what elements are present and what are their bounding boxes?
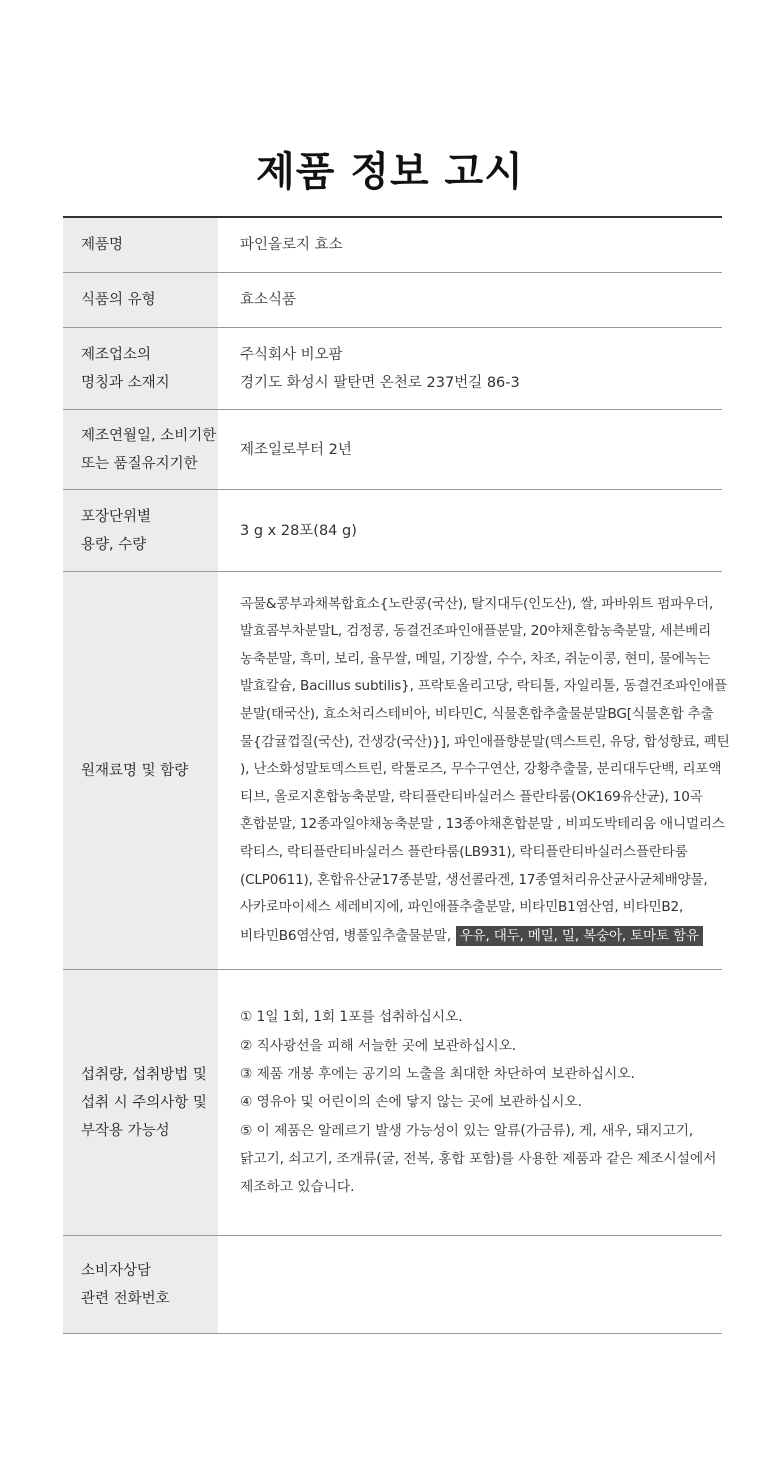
value-line: ① 1일 1회, 1회 1포를 섭취하십시오. xyxy=(240,1009,463,1026)
label-line: 원재료명 및 함량 xyxy=(81,762,189,779)
value-line: 제조일로부터 2년 xyxy=(240,441,352,458)
label-line: 식품의 유형 xyxy=(81,292,156,308)
row-label xyxy=(63,328,218,409)
value-line: 혼합분말, 12종과일야채농축분말 , 13종야채혼합분말 , 비피도박테리움 애니멀리스 xyxy=(240,816,725,833)
row-product-name xyxy=(63,218,722,273)
row-label xyxy=(63,1236,218,1333)
label-line: 부작용 가능성 xyxy=(81,1122,170,1139)
label-line: 또는 품질유지기한 xyxy=(81,455,198,472)
value-line: 발효칼슘, Bacillus subtilis}, 프락토올리고당, 락티톨, 자일리톨, 동결건조파인애플 xyxy=(240,678,728,695)
row-consumer-contact xyxy=(63,1236,722,1334)
value-line: 경기도 화성시 팔탄면 온천로 237번길 86-3 xyxy=(240,374,520,391)
row-label xyxy=(63,572,218,969)
row-value xyxy=(218,410,722,489)
row-value xyxy=(218,572,738,969)
row-label xyxy=(63,410,218,489)
value-line: 발효콤부차분말L, 검정콩, 동결건조파인애플분말, 20야채혼합농축분말, 세븐베리 xyxy=(240,623,712,640)
row-value xyxy=(218,273,722,327)
label-line: 섭취 시 주의사항 및 xyxy=(81,1094,207,1111)
value-line: 파인올로지 효소 xyxy=(240,237,343,253)
label-line: 용량, 수량 xyxy=(81,536,147,553)
value-line: 3 g x 28포(84 g) xyxy=(240,522,357,539)
value-line: ), 난소화성말토덱스트린, 락툴로즈, 무수구연산, 강황추출물, 분리대두단백, 리포액 xyxy=(240,761,722,778)
row-value xyxy=(218,490,722,571)
value-line: 제조하고 있습니다. xyxy=(240,1179,355,1196)
row-label xyxy=(63,490,218,571)
value-line: ② 직사광선을 피해 서늘한 곳에 보관하십시오. xyxy=(240,1037,517,1054)
row-label xyxy=(63,218,218,272)
value-line: 농축분말, 흑미, 보리, 율무쌀, 메밀, 기장쌀, 수수, 차조, 쥐눈이콩, 현미, 물에녹는 xyxy=(240,650,711,667)
value-line: 곡물&콩부과채복합효소{노란콩(국산), 탈지대두(인도산), 쌀, 파바위트 펌파우더, xyxy=(240,595,714,612)
label-line: 명칭과 소재지 xyxy=(81,374,170,391)
value-line: 물{감귤껍질(국산), 건생강(국산)}], 파인애플향분말(덱스트린, 유당, 합성향료, 펙틴 xyxy=(240,733,730,750)
row-ingredients xyxy=(63,572,730,970)
row-value xyxy=(218,328,722,409)
label-line: 관련 전화번호 xyxy=(81,1290,170,1307)
value-line: ⑤ 이 제품은 알레르기 발생 가능성이 있는 알류(가금류), 게, 새우, 돼지고기, xyxy=(240,1122,694,1139)
row-intake xyxy=(63,970,722,1236)
value-line: 닭고기, 쇠고기, 조개류(굴, 전복, 홍합 포함)를 사용한 제품과 같은 제조시설에서 xyxy=(240,1150,717,1167)
row-value xyxy=(218,970,724,1235)
value-line: 주식회사 비오팜 xyxy=(240,346,343,363)
value-line: (CLP0611), 혼합유산균17종분말, 생선콜라겐, 17종열처리유산균사균체배양물, xyxy=(240,871,708,888)
product-info-table xyxy=(63,216,730,1334)
row-expiry xyxy=(63,410,722,490)
row-package xyxy=(63,490,722,572)
page-title: 제품 정보 고시 xyxy=(256,149,524,195)
label-line: 섭취량, 섭취방법 및 xyxy=(81,1066,207,1083)
value-line: 티브, 올로지혼합농축분말, 락티플란티바실러스 플란타룸(OK169유산균), 10곡 xyxy=(240,788,703,805)
value-line: 사카로마이세스 세레비지에, 파인애플추출분말, 비타민B1염산염, 비타민B2, xyxy=(240,899,684,916)
allergen-highlight: 우유, 대두, 메밀, 밀, 복숭아, 토마토 함유 xyxy=(456,926,703,946)
row-food-type xyxy=(63,273,722,328)
row-label xyxy=(63,273,218,327)
label-line: 소비자상담 xyxy=(81,1262,152,1279)
value-line: ④ 영유아 및 어린이의 손에 닿지 않는 곳에 보관하십시오. xyxy=(240,1094,582,1111)
value-line-text: 비타민B6염산염, 병풀잎추출물분말, xyxy=(240,927,451,944)
value-line: 효소식품 xyxy=(240,292,297,308)
label-line: 제조업소의 xyxy=(81,346,152,363)
label-line: 포장단위별 xyxy=(81,508,152,525)
row-label xyxy=(63,970,218,1235)
value-line: 락티스, 락티플란티바실러스 플란타룸(LB931), 락티플란티바실러스플란타룸 xyxy=(240,843,688,860)
value-line: ③ 제품 개봉 후에는 공기의 노출을 최대한 차단하여 보관하십시오. xyxy=(240,1066,635,1083)
value-line: 분말(태국산), 효소처리스테비아, 비타민C, 식물혼합추출물분말BG[식물혼합 추출 xyxy=(240,706,714,723)
label-line: 제품명 xyxy=(81,237,124,253)
row-value-empty xyxy=(218,1236,722,1333)
value-line-last xyxy=(240,922,730,951)
row-value xyxy=(218,218,722,272)
row-manufacturer xyxy=(63,328,722,410)
label-line: 제조연월일, 소비기한 xyxy=(81,427,217,444)
